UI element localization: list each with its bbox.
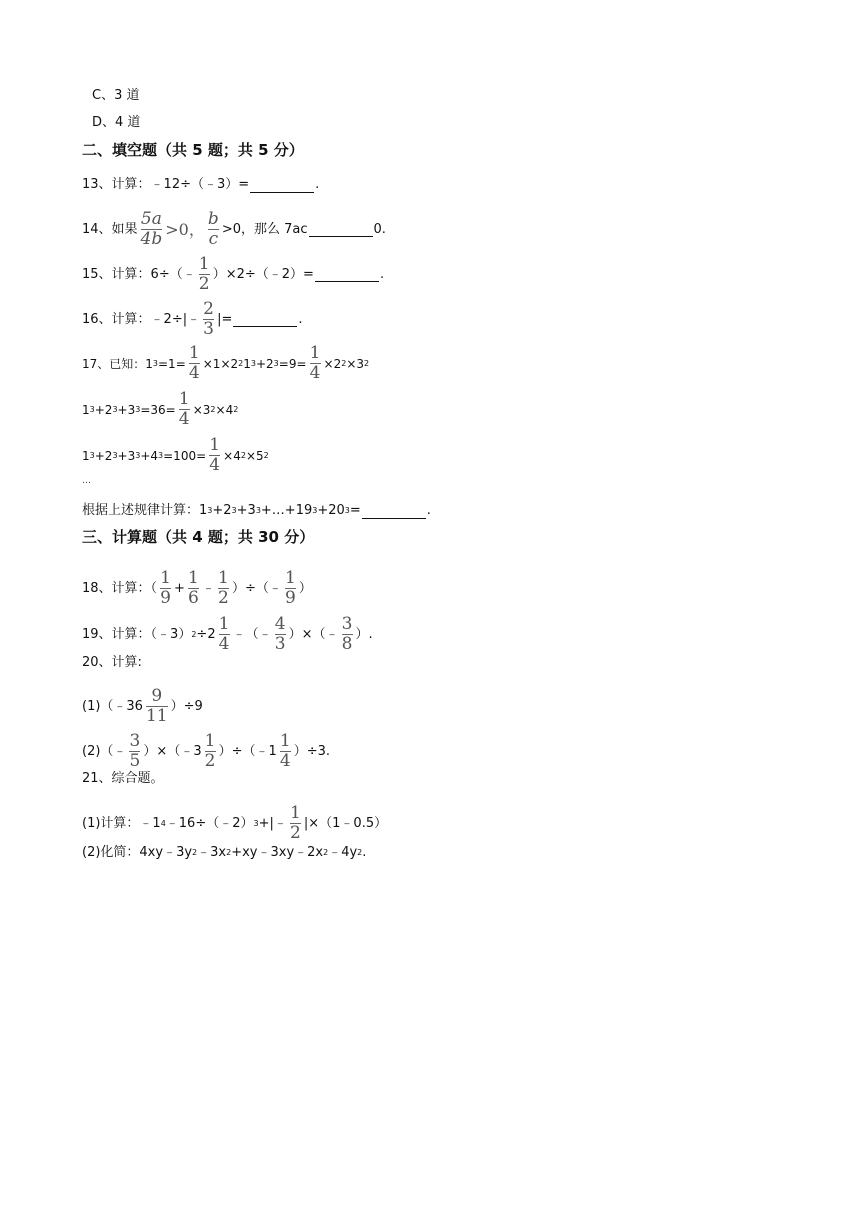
fraction: $\frac{1}{4}$ <box>178 389 190 429</box>
section-2-title: 二、填空题（共 5 题；共 5 分） <box>82 141 304 159</box>
fraction: $\frac{1}{4}$ <box>309 343 321 383</box>
question-13: 13、计算：﹣12÷（﹣3）= . <box>82 177 320 192</box>
question-21-title: 21、综合题。 <box>82 771 164 786</box>
fraction: $\frac{1}{2}$ <box>204 731 216 771</box>
fraction: $\frac{1}{4}$ <box>209 435 221 475</box>
fraction: $\frac{1}{4}$ <box>218 614 230 654</box>
fraction: $\frac{1}{6}$ <box>188 568 199 608</box>
fraction: $\frac{5a}{4b}$ <box>140 209 163 249</box>
question-19: 19、计算：（﹣3） 2 ÷2 $\frac{1}{4}$ ﹣（﹣ $\frac{4}{3}$ ）×（﹣ $\frac{3}{8}$ ）. <box>82 614 373 654</box>
fraction: $\frac{9}{11}$ <box>145 686 168 726</box>
answer-blank[interactable] <box>233 312 297 327</box>
answer-blank[interactable] <box>250 178 314 193</box>
fraction: $\frac{3}{5}$ <box>129 731 141 771</box>
answer-blank[interactable] <box>362 504 426 519</box>
question-17-line-2: 1 3 +2 3 +3 3 =36= $\frac{1}{4}$ ×3 2 ×4 2 <box>82 389 239 429</box>
question-18: 18、计算：（ $\frac{1}{9}$ + $\frac{1}{6}$ ﹣ $\frac{1}{2}$ ）÷（﹣ $\frac{1}{9}$ ） <box>82 568 312 608</box>
fraction: $\frac{1}{2}$ <box>289 803 301 843</box>
answer-blank[interactable] <box>309 222 373 237</box>
question-17-line-1: 17、已知：1 3 =1= $\frac{1}{4}$ ×1×2 2 1 3 +2 3 =9= $\frac{1}{4}$ ×2 2 ×3 2 <box>82 343 370 383</box>
option-d: D、4 道 <box>92 115 141 130</box>
question-20-part-2: (2)（﹣ $\frac{3}{5}$ ）×（﹣3 $\frac{1}{2}$ ）÷（﹣1 $\frac{1}{4}$ ）÷3. <box>82 731 331 771</box>
question-16: 16、计算：﹣2÷|﹣ $\frac{2}{3}$ |= . <box>82 299 303 339</box>
question-20-part-1: (1)（﹣36 $\frac{9}{11}$ ）÷9 <box>82 686 203 726</box>
question-17-rule: 根据上述规律计算：1 3 +2 3 +3 3 +…+19 3 +20 3 = . <box>82 503 431 518</box>
fraction: $\frac{1}{2}$ <box>218 568 229 608</box>
fraction: $\frac{b}{c}$ <box>207 209 219 249</box>
fraction: $\frac{1}{4}$ <box>279 731 291 771</box>
question-21-part-1: (1)计算：﹣1 4 ﹣16÷（﹣2） 3 +|﹣ $\frac{1}{2}$ |×（1﹣0.5） <box>82 803 388 843</box>
question-20-title: 20、计算: <box>82 655 142 670</box>
fraction: $\frac{1}{9}$ <box>160 568 171 608</box>
fraction: $\frac{1}{4}$ <box>188 343 200 383</box>
fraction: $\frac{2}{3}$ <box>203 299 214 339</box>
question-17-line-3: 1 3 +2 3 +3 3 +4 3 =100= $\frac{1}{4}$ ×4 2 ×5 2 <box>82 435 269 475</box>
question-21-part-2: (2)化简：4xy﹣3y 2 ﹣3x 2 +xy﹣3xy﹣2x 2 ﹣4y 2 . <box>82 845 367 860</box>
fraction: $\frac{1}{2}$ <box>198 254 210 294</box>
ellipsis: … <box>82 476 91 486</box>
question-15: 15、计算：6÷（﹣ $\frac{1}{2}$ ）×2÷（﹣2）= . <box>82 254 385 294</box>
fraction: $\frac{3}{8}$ <box>341 614 353 654</box>
fraction: $\frac{1}{9}$ <box>284 568 296 608</box>
question-14: 14、如果 $\frac{5a}{4b}$ >0， $\frac{b}{c}$ >0，那么 7ac 0. <box>82 209 386 249</box>
fraction: $\frac{4}{3}$ <box>274 614 286 654</box>
answer-blank[interactable] <box>315 267 379 282</box>
option-c: C、3 道 <box>92 88 140 103</box>
section-3-title: 三、计算题（共 4 题；共 30 分） <box>82 528 315 546</box>
